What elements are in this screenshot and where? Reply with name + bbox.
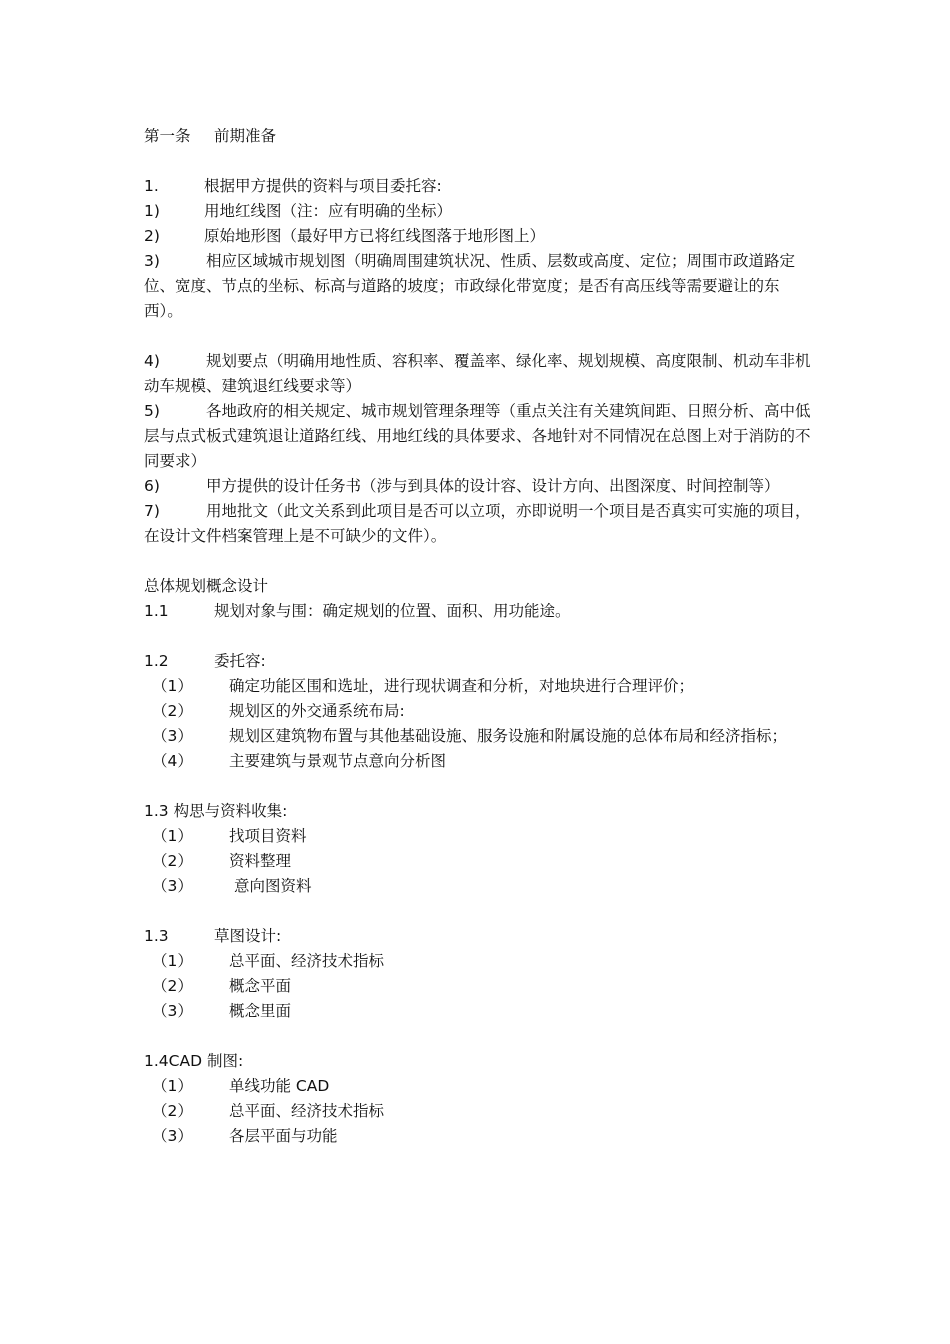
prep-item-3	[144, 249, 812, 324]
item-number: （2）	[152, 702, 193, 720]
prep-item-7	[144, 499, 812, 549]
item-text: 各层平面与功能	[229, 1127, 338, 1145]
item-text: 用地批文（此文关系到此项目是否可以立项，亦即说明一个项目是否真实可实施的项目，在设计文件档案管理上是不可缺少的文件）。	[144, 502, 811, 545]
item-text: 原始地形图（最好甲方已将红线图落于地形图上）	[204, 227, 546, 245]
item-number: 4)	[144, 352, 160, 370]
section-number: 1.1	[144, 602, 169, 620]
section-text: 草图设计:	[214, 927, 282, 945]
item-number: （1）	[152, 952, 193, 970]
item-text: 意向图资料	[234, 877, 312, 895]
item-number: 1)	[144, 202, 160, 220]
prep-item-5	[144, 399, 812, 474]
document-body	[144, 124, 812, 1149]
list-item	[144, 724, 812, 749]
item-number: 7)	[144, 502, 160, 520]
item-number: 5)	[144, 402, 160, 420]
item-text: 总平面、经济技术指标	[229, 952, 385, 970]
item-number: 1.	[144, 177, 159, 195]
item-text: 找项目资料	[229, 827, 307, 845]
item-number: （4）	[152, 752, 193, 770]
section-1-1	[144, 599, 812, 624]
prep-item-4	[144, 349, 812, 399]
list-item	[144, 699, 812, 724]
item-number: （3）	[152, 727, 193, 745]
prep-intro	[144, 174, 812, 199]
list-item	[144, 1099, 812, 1124]
item-text: 根据甲方提供的资料与项目委托容:	[204, 177, 442, 195]
item-text: 规划区建筑物布置与其他基础设施、服务设施和附属设施的总体布局和经济指标；	[229, 727, 788, 745]
item-text: 确定功能区围和选址，进行现状调查和分析，对地块进行合理评价；	[229, 677, 695, 695]
article-heading	[144, 124, 812, 149]
list-item	[144, 974, 812, 999]
item-text: 甲方提供的设计任务书（涉与到具体的设计容、设计方向、出图深度、时间控制等）	[206, 477, 780, 495]
section-text: 规划对象与围：确定规划的位置、面积、用功能途。	[214, 602, 571, 620]
section-number: 1.3	[144, 927, 169, 945]
section-1-3-a: 1.3 构思与资料收集:	[144, 802, 288, 820]
item-text: 相应区域城市规划图（明确周围建筑状况、性质、层数或高度、定位；周围市政道路定位、宽度、节点的坐标、标高与道路的坡度；市政绿化带宽度；是否有高压线等需要避让的东西）。	[144, 252, 796, 320]
list-item	[144, 674, 812, 699]
item-number: （2）	[152, 1102, 193, 1120]
item-number: （2）	[152, 977, 193, 995]
item-number: 6)	[144, 477, 160, 495]
list-item	[144, 749, 812, 774]
item-text: 概念平面	[229, 977, 292, 995]
list-item	[144, 824, 812, 849]
item-text: 单线功能 CAD	[229, 1077, 330, 1095]
item-number: （3）	[152, 1002, 193, 1020]
item-text: 规划要点（明确用地性质、容积率、覆盖率、绿化率、规划规模、高度限制、机动车非机动车规模、建筑退红线要求等）	[144, 352, 811, 395]
section-title: 总体规划概念设计	[144, 577, 269, 595]
section-number: 1.2	[144, 652, 169, 670]
item-number: 2)	[144, 227, 160, 245]
list-item	[144, 949, 812, 974]
item-number: 3)	[144, 252, 160, 270]
item-text: 概念里面	[229, 1002, 292, 1020]
article-label: 第一条	[144, 127, 191, 145]
list-item	[144, 1124, 812, 1149]
item-number: （1）	[152, 677, 193, 695]
article-title: 前期准备	[214, 127, 277, 145]
item-text: 规划区的外交通系统布局:	[229, 702, 405, 720]
item-number: （3）	[152, 877, 193, 895]
item-number: （1）	[152, 827, 193, 845]
item-text: 资料整理	[229, 852, 292, 870]
list-item	[144, 1074, 812, 1099]
item-text: 主要建筑与景观节点意向分析图	[229, 752, 447, 770]
section-1-4: 1.4CAD 制图:	[144, 1052, 244, 1070]
list-item	[144, 849, 812, 874]
prep-item-1	[144, 199, 812, 224]
item-text: 总平面、经济技术指标	[229, 1102, 385, 1120]
item-text: 用地红线图（注：应有明确的坐标）	[204, 202, 453, 220]
item-number: （2）	[152, 852, 193, 870]
section-1-2	[144, 649, 812, 674]
item-number: （3）	[152, 1127, 193, 1145]
item-number: （1）	[152, 1077, 193, 1095]
list-item	[144, 874, 812, 899]
section-1-3-b	[144, 924, 812, 949]
prep-item-6	[144, 474, 812, 499]
prep-item-2	[144, 224, 812, 249]
list-item	[144, 999, 812, 1024]
item-text: 各地政府的相关规定、城市规划管理条理等（重点关注有关建筑间距、日照分析、高中低层与点式板式建筑退让道路红线、用地红线的具体要求、各地针对不同情况在总图上对于消防的不同要求）	[144, 402, 811, 470]
section-text: 委托容:	[214, 652, 266, 670]
